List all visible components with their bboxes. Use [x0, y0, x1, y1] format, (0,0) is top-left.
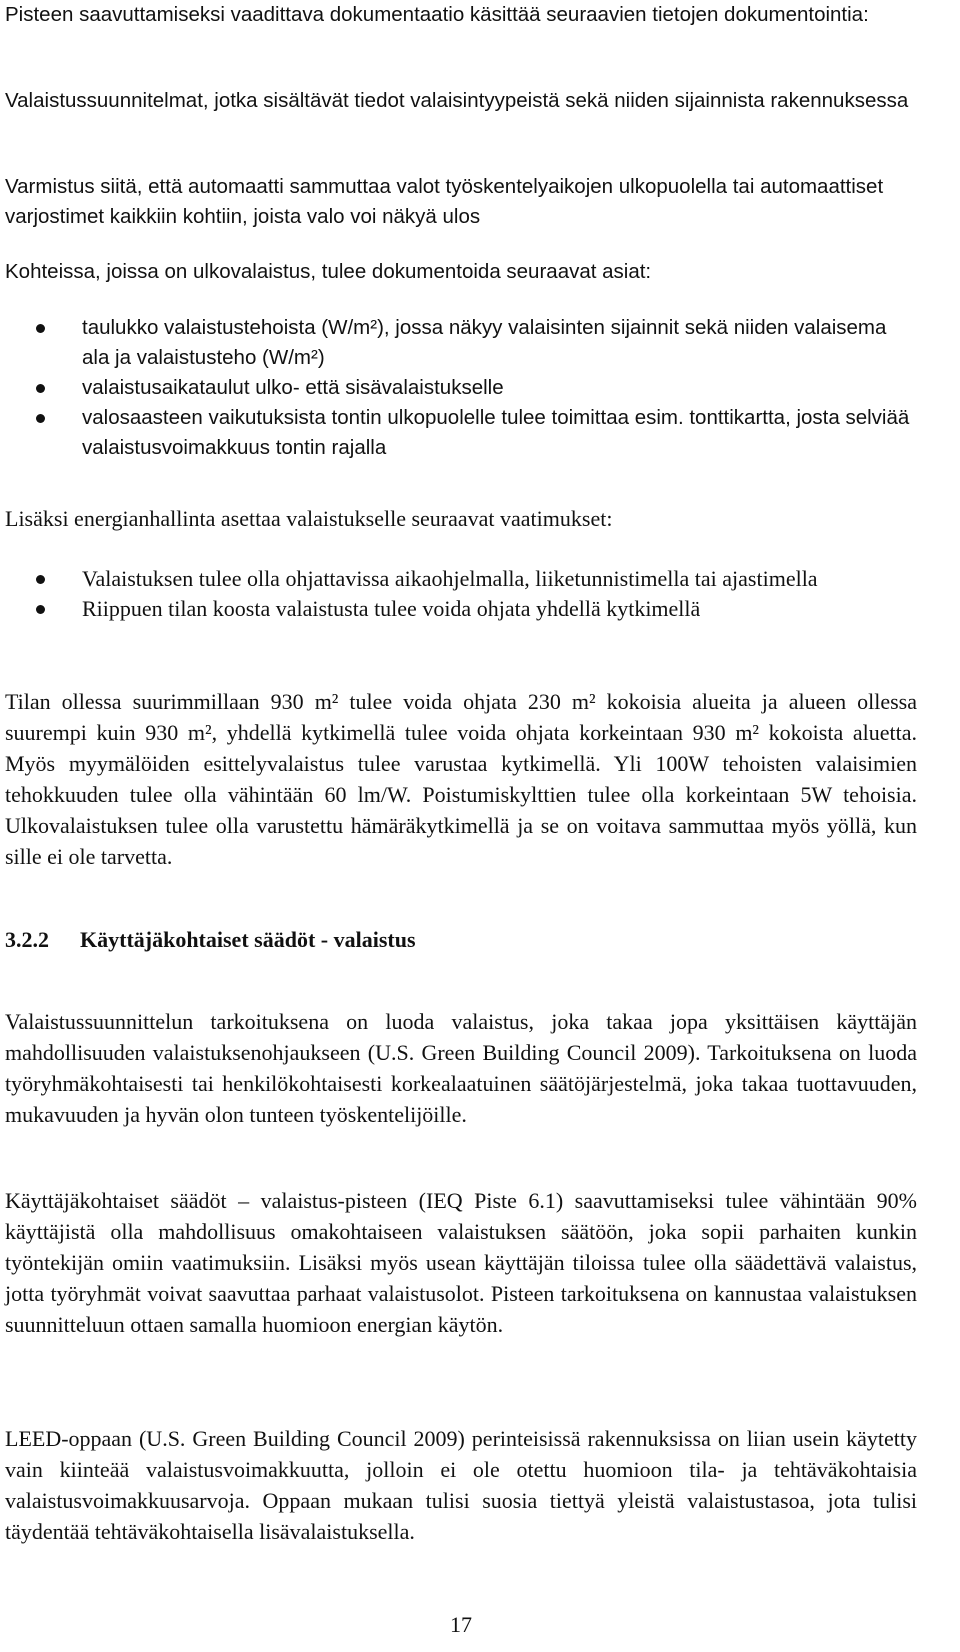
- paragraph-automatic-shutoff: Varmistus siitä, että automaatti sammuttaa valot työskentelyaikojen ulkopuolella tai automaattiset varjostimet kaikkiin kohtiin, joista valo voi näkyä ulos: [5, 175, 884, 228]
- list-item-text: Valaistuksen tulee olla ohjattavissa aikaohjelmalla, liiketunnistimella tai ajastimella: [82, 566, 818, 591]
- bullet-icon: [36, 324, 45, 333]
- list-item-text: taulukko valaistustehoista (W/m²), jossa näkyy valaisinten sijainnit sekä niiden valaisema ala ja valaistusteho (W/m²): [82, 316, 887, 369]
- section-number: 3.2.2: [5, 927, 49, 952]
- list-item-text: valaistusaikataulut ulko- että sisävalaistukselle: [82, 376, 504, 399]
- energy-requirements-list: [5, 564, 917, 624]
- list-item: [5, 594, 917, 624]
- list-item: [5, 564, 917, 594]
- page-number: 17: [450, 1612, 472, 1637]
- paragraph-lighting-plans: Valaistussuunnitelmat, jotka sisältävät tiedot valaisintyypeistä sekä niiden sijainnista rakennuksessa: [5, 89, 909, 112]
- section-heading: [5, 925, 917, 955]
- outdoor-requirements-list: [5, 313, 917, 463]
- list-item: [5, 373, 917, 403]
- bullet-icon: [36, 384, 45, 393]
- paragraph-lighting-design-purpose: Valaistussuunnittelun tarkoituksena on luoda valaistus, joka takaa jopa yksittäisen käyttäjän mahdollisuuden valaistuksenohjaukseen (U.S. Green Building Council 2009). Tarkoituksena on luoda työryhmäkohtaisesti tai henkilökohtaisesti korkealaatuinen säätöjärjestelmä, joka takaa tuottavuuden, mukavuuden ja hyvän olon tunteen työskentelijöille.: [5, 1009, 917, 1127]
- section-title: Käyttäjäkohtaiset säädöt - valaistus: [80, 927, 416, 952]
- bullet-icon: [36, 414, 45, 423]
- list-item: [5, 403, 917, 463]
- list-item-text: valosaasteen vaikutuksista tontin ulkopuolelle tulee toimittaa esim. tonttikartta, josta selviää valaistusvoimakkuus tontin rajalla: [82, 406, 910, 459]
- paragraph-energy-management: Lisäksi energianhallinta asettaa valaistukselle seuraavat vaatimukset:: [5, 506, 613, 531]
- list-item: [5, 313, 917, 373]
- paragraph-user-controls: Käyttäjäkohtaiset säädöt – valaistus-pisteen (IEQ Piste 6.1) saavuttamiseksi tulee vähintään 90% käyttäjistä olla mahdollisuus omakohtaiseen valaistuksen säätöön, joka sopii parhaiten kunkin työntekijän omiin vaatimuksiin. Lisäksi myös usean käyttäjän tiloissa tulee olla säädettävä valaistus, jotta työryhmät voivat saavuttaa parhaat valaistusolot. Pisteen tarkoituksena on kannustaa valaistuksen suunnitteluun ottaen samalla huomioon energian käytön.: [5, 1188, 917, 1337]
- bullet-icon: [36, 575, 45, 584]
- list-item-text: Riippuen tilan koosta valaistusta tulee voida ohjata yhdellä kytkimellä: [82, 596, 701, 621]
- bullet-icon: [36, 605, 45, 614]
- paragraph-outdoor-lighting: Kohteissa, joissa on ulkovalaistus, tulee dokumentoida seuraavat asiat:: [5, 260, 652, 283]
- paragraph-leed-guide: LEED-oppaan (U.S. Green Building Council 2009) perinteisissä rakennuksissa on liian usein käytetty vain kiinteää valaistusvoimakkuutta, jolloin ei ole otettu huomioon tila- ja tehtäväkohtaisia valaistusvoimakkuusarvoja. Oppaan mukaan tulisi suosia tiettyä yleistä valaistustasoa, jota tulisi täydentää tehtäväkohtaisella lisävalaistuksella.: [5, 1426, 917, 1544]
- paragraph-area-control: Tilan ollessa suurimmillaan 930 m² tulee voida ohjata 230 m² kokoisia alueita ja alueen ollessa suurempi kuin 930 m², yhdellä kytkimellä tulee voida ohjata korkeintaan 930 m² kokoista aluetta. Myös myymälöiden esittelyvalaistus tulee varustaa kytkimellä. Yli 100W tehoisten valaisimien tehokkuuden tulee olla vähintään 60 lm/W. Poistumiskylttien tulee olla korkeintaan 5W tehoisia. Ulkovalaistuksen tulee olla varustettu hämäräkytkimellä ja se on voitava sammuttaa myös yöllä, kun sille ei ole tarvetta.: [5, 689, 917, 869]
- paragraph-documentation-intro: Pisteen saavuttamiseksi vaadittava dokumentaatio käsittää seuraavien tietojen dokumentointia:: [5, 3, 869, 26]
